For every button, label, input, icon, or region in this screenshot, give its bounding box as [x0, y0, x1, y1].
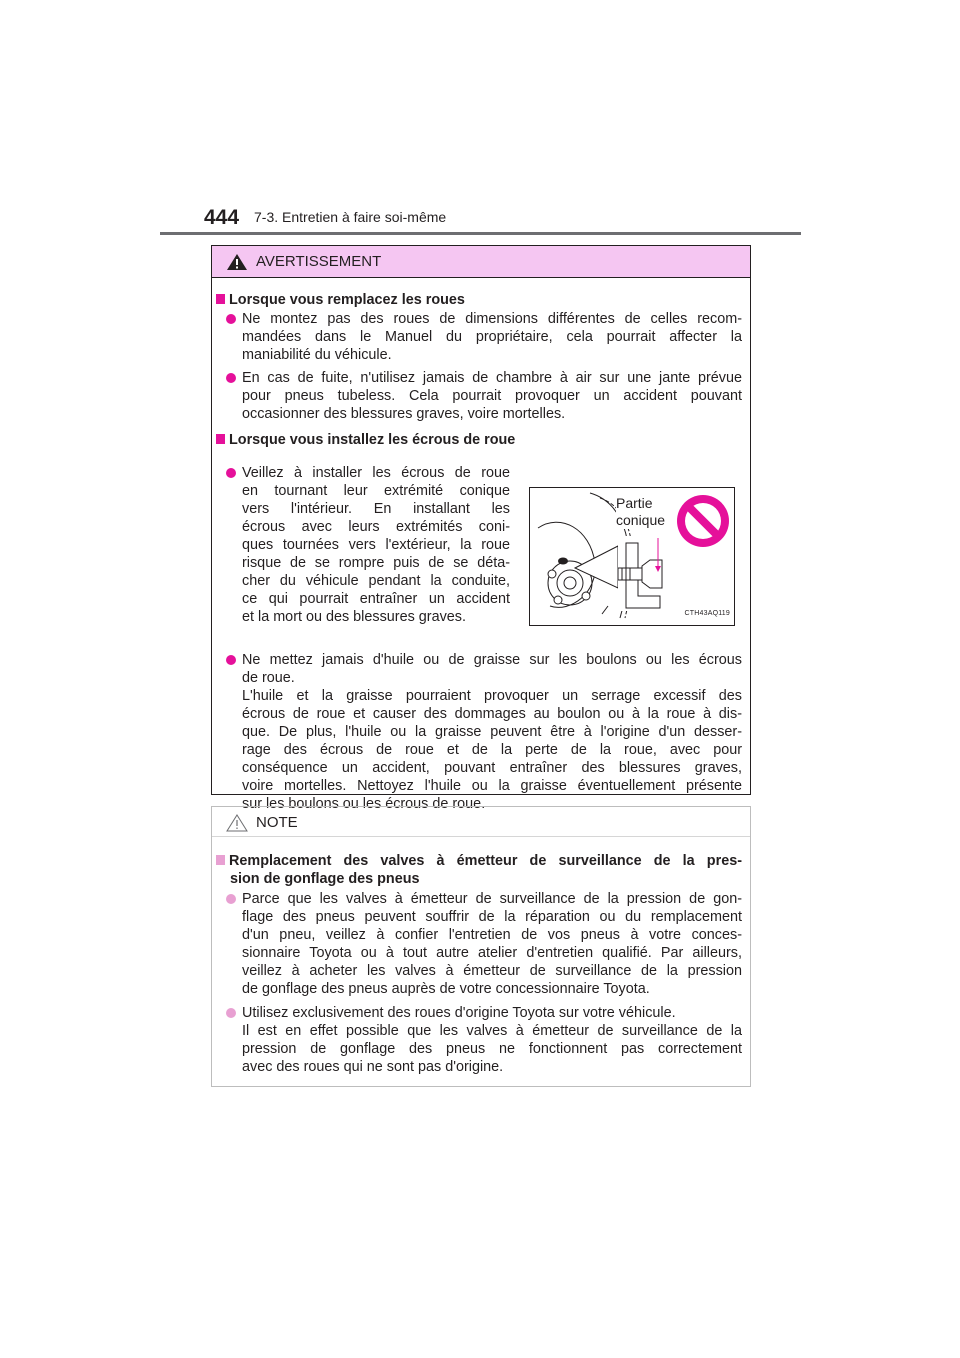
round-bullet-icon — [226, 373, 236, 383]
caution-triangle-icon — [226, 814, 248, 832]
page-number: 444 — [204, 206, 240, 229]
warning-header — [212, 246, 750, 278]
warning-bullet-3: Veillez à installer les écrous de roue en tournant leur extrémité conique vers l'intérieur. En installant les écrous avec leurs extrémités coni- ques tournées vers l'extérieur, la roue risque de se rompre puis de se déta- cher du véhicule pendant la conduite, ce qui pourrait entraîner un accident et la mort ou des blessures graves. — [226, 464, 510, 626]
round-bullet-icon — [226, 468, 236, 478]
square-bullet-icon — [216, 294, 225, 304]
note-box — [211, 806, 751, 1087]
round-bullet-icon — [226, 655, 236, 665]
note-bullet-2: Utilisez exclusivement des roues d'origine Toyota sur votre véhicule. Il est en effet possible que les valves à émetteur de surveillance de la pression de gonflage des pneus ne fonctionnent pas correctement avec des roues qui ne sont pas d'origine. — [226, 1004, 742, 1076]
round-bullet-icon — [226, 1008, 236, 1018]
prohibited-icon — [676, 494, 730, 548]
square-bullet-icon — [216, 855, 225, 865]
wheel-nut-illustration — [529, 487, 735, 626]
round-bullet-icon — [226, 894, 236, 904]
warning-triangle-icon — [226, 253, 248, 271]
warning-box — [211, 245, 751, 812]
note-title: NOTE — [256, 814, 298, 831]
conical-part-label: Partie conique — [616, 495, 666, 528]
note-heading: Remplacement des valves à émetteur de surveillance de la pres- sion de gonflage des pneus — [216, 852, 742, 888]
note-bullet-1: Parce que les valves à émetteur de surveillance de la pression de gon- flage des pneus peuvent souffrir de la réparation ou du remplacement d'un pneu, veillez à confier l'entretien de vos pneus à votre conces- sionnaire Toyota ou à tout autre atelier d'entretien qualifié. Par ailleurs, veillez à acheter les valves à émetteur de surveillance de la pression de gonflage des pneus auprès de votre concessionnaire Toyota. — [226, 890, 742, 998]
header-rule — [160, 232, 801, 235]
warning-bullet-2: En cas de fuite, n'utilisez jamais de chambre à air sur une jante prévue pour pneus tubeless. Cela pourrait provoquer un accident pouvant occasionner des blessures graves, voire mortelles. — [226, 369, 742, 423]
warning-heading-1: Lorsque vous remplacez les roues — [216, 291, 742, 309]
warning-bullet-4: Ne mettez jamais d'huile ou de graisse sur les boulons ou les écrous de roue. L'huile et la graisse pourraient provoquer un serrage excessif des écrous de roue et causer des dommages au boulon ou à la roue à dis- que. De plus, l'huile ou la graisse peuvent être à l'origine d'un desser- rage des écrous de roue et de la perte de la roue, avec pour conséquence un accident, pouvant entraîner des blessures graves, voire mortelles. Nettoyez l'huile ou la graisse éventuellement présente sur les boulons ou les écrous de roue. — [226, 651, 742, 813]
square-bullet-icon — [216, 434, 225, 444]
warning-title: AVERTISSEMENT — [256, 253, 382, 270]
illustration-code: CTH43AQ119 — [684, 610, 730, 617]
round-bullet-icon — [226, 314, 236, 324]
warning-bullet-1: Ne montez pas des roues de dimensions différentes de celles recom- mandées dans le Manuel du propriétaire, cela pourrait affecter la maniabilité du véhicule. — [226, 310, 742, 364]
note-header — [212, 807, 750, 837]
section-title: 7-3. Entretien à faire soi-même — [254, 209, 447, 225]
warning-heading-2: Lorsque vous installez les écrous de roue — [216, 431, 742, 449]
